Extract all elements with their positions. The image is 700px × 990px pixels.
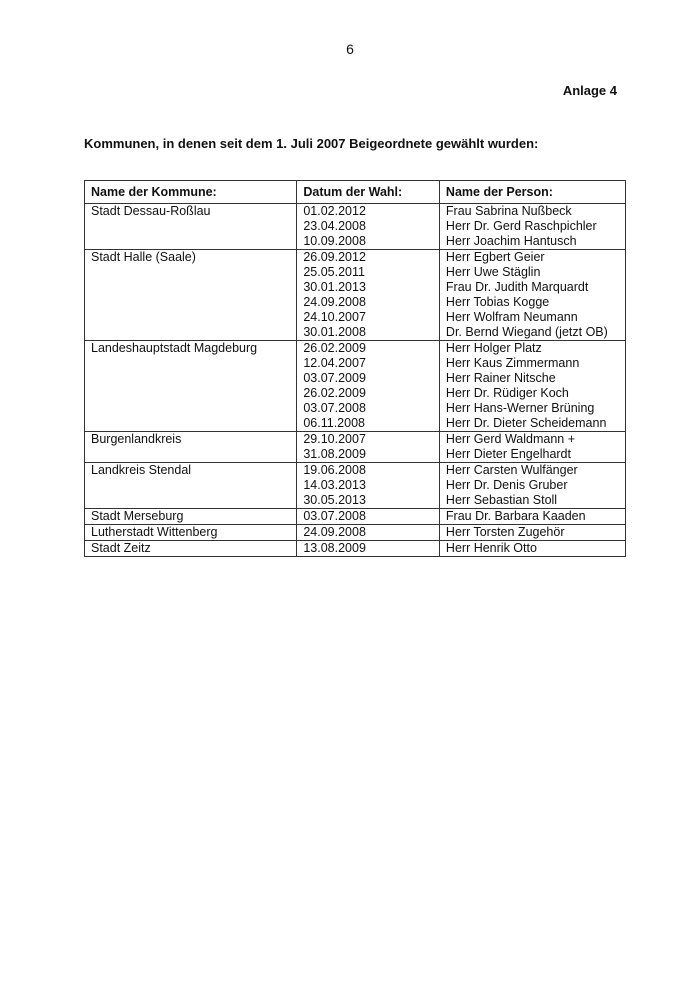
kommune-cell: Stadt Zeitz (85, 541, 297, 557)
datum-cell (297, 509, 440, 525)
election-date: 30.05.2013 (303, 493, 366, 507)
person-name: Herr Dieter Engelhardt (445, 447, 571, 461)
election-date: 03.07.2008 (303, 401, 366, 415)
table-row (85, 341, 626, 432)
election-date: 10.09.2008 (303, 234, 366, 248)
section-heading: Kommunen, in denen seit dem 1. Juli 2007 Beigeordnete gewählt wurden: (84, 136, 539, 151)
person-cell (439, 341, 625, 432)
person-cell (439, 541, 625, 557)
person-name: Herr Hans-Werner Brüning (445, 401, 595, 415)
person-name: Frau Sabrina Nußbeck (445, 204, 572, 218)
header-datum: Datum der Wahl: (297, 181, 440, 204)
person-cell (439, 463, 625, 509)
person-name: Herr Holger Platz (445, 341, 542, 355)
election-date: 12.04.2007 (303, 356, 366, 370)
election-date: 26.02.2009 (303, 386, 366, 400)
table-row (85, 541, 626, 557)
header-row (85, 181, 626, 204)
person-name: Herr Dr. Gerd Raschpichler (445, 219, 597, 233)
datum-cell (297, 250, 440, 341)
election-date: 26.09.2012 (303, 250, 366, 264)
annex-label: Anlage 4 (562, 83, 617, 98)
person-name: Herr Uwe Stäglin (445, 265, 541, 279)
person-name: Herr Gerd Waldmann + (445, 432, 576, 446)
election-date: 06.11.2008 (303, 416, 365, 430)
person-name: Herr Egbert Geier (445, 250, 545, 264)
election-date: 19.06.2008 (303, 463, 366, 477)
person-name: Herr Henrik Otto (445, 541, 537, 555)
table-row (85, 204, 626, 250)
person-name: Herr Joachim Hantusch (445, 234, 577, 248)
kommune-cell: Stadt Merseburg (85, 509, 297, 525)
kommune-cell: Stadt Halle (Saale) (85, 250, 297, 341)
election-date: 03.07.2008 (303, 509, 366, 523)
kommune-cell: Burgenlandkreis (85, 432, 297, 463)
person-name: Herr Sebastian Stoll (445, 493, 558, 507)
election-date: 24.10.2007 (303, 310, 366, 324)
person-name: Herr Carsten Wulfänger (445, 463, 578, 477)
person-name: Herr Torsten Zugehör (445, 525, 565, 539)
election-date: 03.07.2009 (303, 371, 366, 385)
person-name: Frau Dr. Barbara Kaaden (445, 509, 586, 523)
election-date: 30.01.2013 (303, 280, 366, 294)
election-date: 13.08.2009 (303, 541, 366, 555)
person-name: Frau Dr. Judith Marquardt (445, 280, 589, 294)
datum-cell (297, 463, 440, 509)
person-cell (439, 509, 625, 525)
election-date: 29.10.2007 (303, 432, 366, 446)
person-name: Herr Dr. Denis Gruber (445, 478, 568, 492)
person-name: Herr Kaus Zimmermann (445, 356, 580, 370)
election-date: 23.04.2008 (303, 219, 366, 233)
person-name: Herr Wolfram Neumann (445, 310, 578, 324)
kommune-cell: Stadt Dessau-Roßlau (85, 204, 297, 250)
person-cell (439, 525, 625, 541)
election-date: 25.05.2011 (303, 265, 365, 279)
election-date: 24.09.2008 (303, 295, 366, 309)
datum-cell (297, 204, 440, 250)
table-row (85, 432, 626, 463)
datum-cell (297, 341, 440, 432)
election-table (84, 180, 626, 557)
table-row (85, 463, 626, 509)
election-date: 14.03.2013 (303, 478, 366, 492)
person-cell (439, 204, 625, 250)
page-number: 6 (346, 41, 354, 57)
person-name: Herr Tobias Kogge (445, 295, 550, 309)
person-name: Herr Rainer Nitsche (445, 371, 556, 385)
person-cell (439, 432, 625, 463)
table-row (85, 525, 626, 541)
kommune-cell: Landkreis Stendal (85, 463, 297, 509)
table-header (85, 181, 626, 204)
person-name: Herr Dr. Dieter Scheidemann (445, 416, 607, 430)
header-kommune: Name der Kommune: (85, 181, 297, 204)
datum-cell (297, 525, 440, 541)
header-person: Name der Person: (439, 181, 625, 204)
datum-cell (297, 432, 440, 463)
election-date: 24.09.2008 (303, 525, 366, 539)
election-date: 31.08.2009 (303, 447, 366, 461)
kommune-cell: Lutherstadt Wittenberg (85, 525, 297, 541)
table-row (85, 509, 626, 525)
kommune-cell: Landeshauptstadt Magdeburg (85, 341, 297, 432)
table-body (85, 204, 626, 557)
person-name: Herr Dr. Rüdiger Koch (445, 386, 569, 400)
table-row (85, 250, 626, 341)
election-date: 26.02.2009 (303, 341, 366, 355)
datum-cell (297, 541, 440, 557)
person-cell (439, 250, 625, 341)
person-name: Dr. Bernd Wiegand (jetzt OB) (445, 325, 608, 339)
election-date: 01.02.2012 (303, 204, 366, 218)
election-date: 30.01.2008 (303, 325, 366, 339)
